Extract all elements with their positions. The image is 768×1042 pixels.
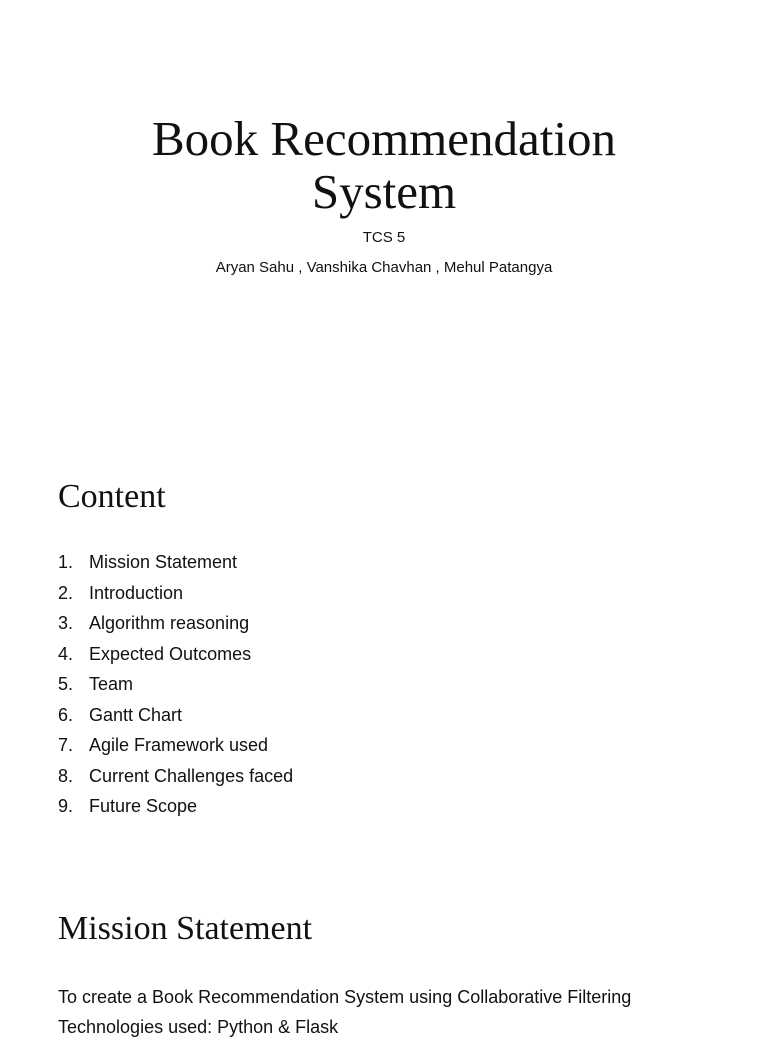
title-slide bbox=[0, 0, 768, 470]
author-list: Aryan Sahu , Vanshika Chavhan , Mehul Patangya bbox=[215, 259, 553, 276]
mission-statement-text: To create a Book Recommendation System using Collaborative Filtering Technologies used: Python & Flask bbox=[58, 987, 632, 1037]
mission-slide bbox=[0, 890, 768, 1037]
toc-item bbox=[58, 730, 293, 761]
toc-item-number: 7. bbox=[58, 735, 74, 755]
toc-item-label: Expected Outcomes bbox=[89, 643, 252, 664]
toc-item-label: Mission Statement bbox=[89, 552, 238, 572]
toc-item bbox=[58, 608, 293, 639]
mission-heading: Mission Statement bbox=[58, 910, 313, 947]
toc-item bbox=[58, 578, 293, 609]
title-line-1: Book Recommendation bbox=[151, 111, 617, 166]
toc-item bbox=[58, 700, 293, 731]
toc-item-label: Algorithm reasoning bbox=[89, 613, 250, 633]
toc-item-label: Agile Framework used bbox=[89, 735, 269, 755]
content-slide bbox=[0, 470, 768, 890]
course-code: TCS 5 bbox=[362, 229, 406, 246]
toc-item-number: 8. bbox=[58, 765, 74, 786]
toc-item-label: Introduction bbox=[89, 582, 184, 603]
toc-item-label: Future Scope bbox=[89, 796, 198, 816]
toc-item-label: Team bbox=[89, 674, 134, 694]
toc-item bbox=[58, 761, 293, 792]
presentation-title bbox=[0, 112, 768, 218]
toc-item-number: 9. bbox=[58, 796, 74, 816]
toc-item-number: 5. bbox=[58, 674, 74, 694]
toc-item-label: Current Challenges faced bbox=[89, 765, 294, 786]
title-line-2: System bbox=[311, 164, 457, 219]
toc-item bbox=[58, 547, 293, 578]
toc-item bbox=[58, 639, 293, 670]
toc-item bbox=[58, 791, 293, 822]
toc-item-number: 3. bbox=[58, 613, 74, 633]
toc-item-number: 4. bbox=[58, 643, 74, 664]
toc-item-number: 6. bbox=[58, 704, 74, 725]
toc-item-number: 1. bbox=[58, 552, 74, 572]
toc-item-number: 2. bbox=[58, 582, 74, 603]
content-heading: Content bbox=[58, 478, 166, 515]
toc-item-label: Gantt Chart bbox=[89, 704, 183, 725]
toc-item bbox=[58, 669, 293, 700]
table-of-contents bbox=[58, 547, 293, 822]
